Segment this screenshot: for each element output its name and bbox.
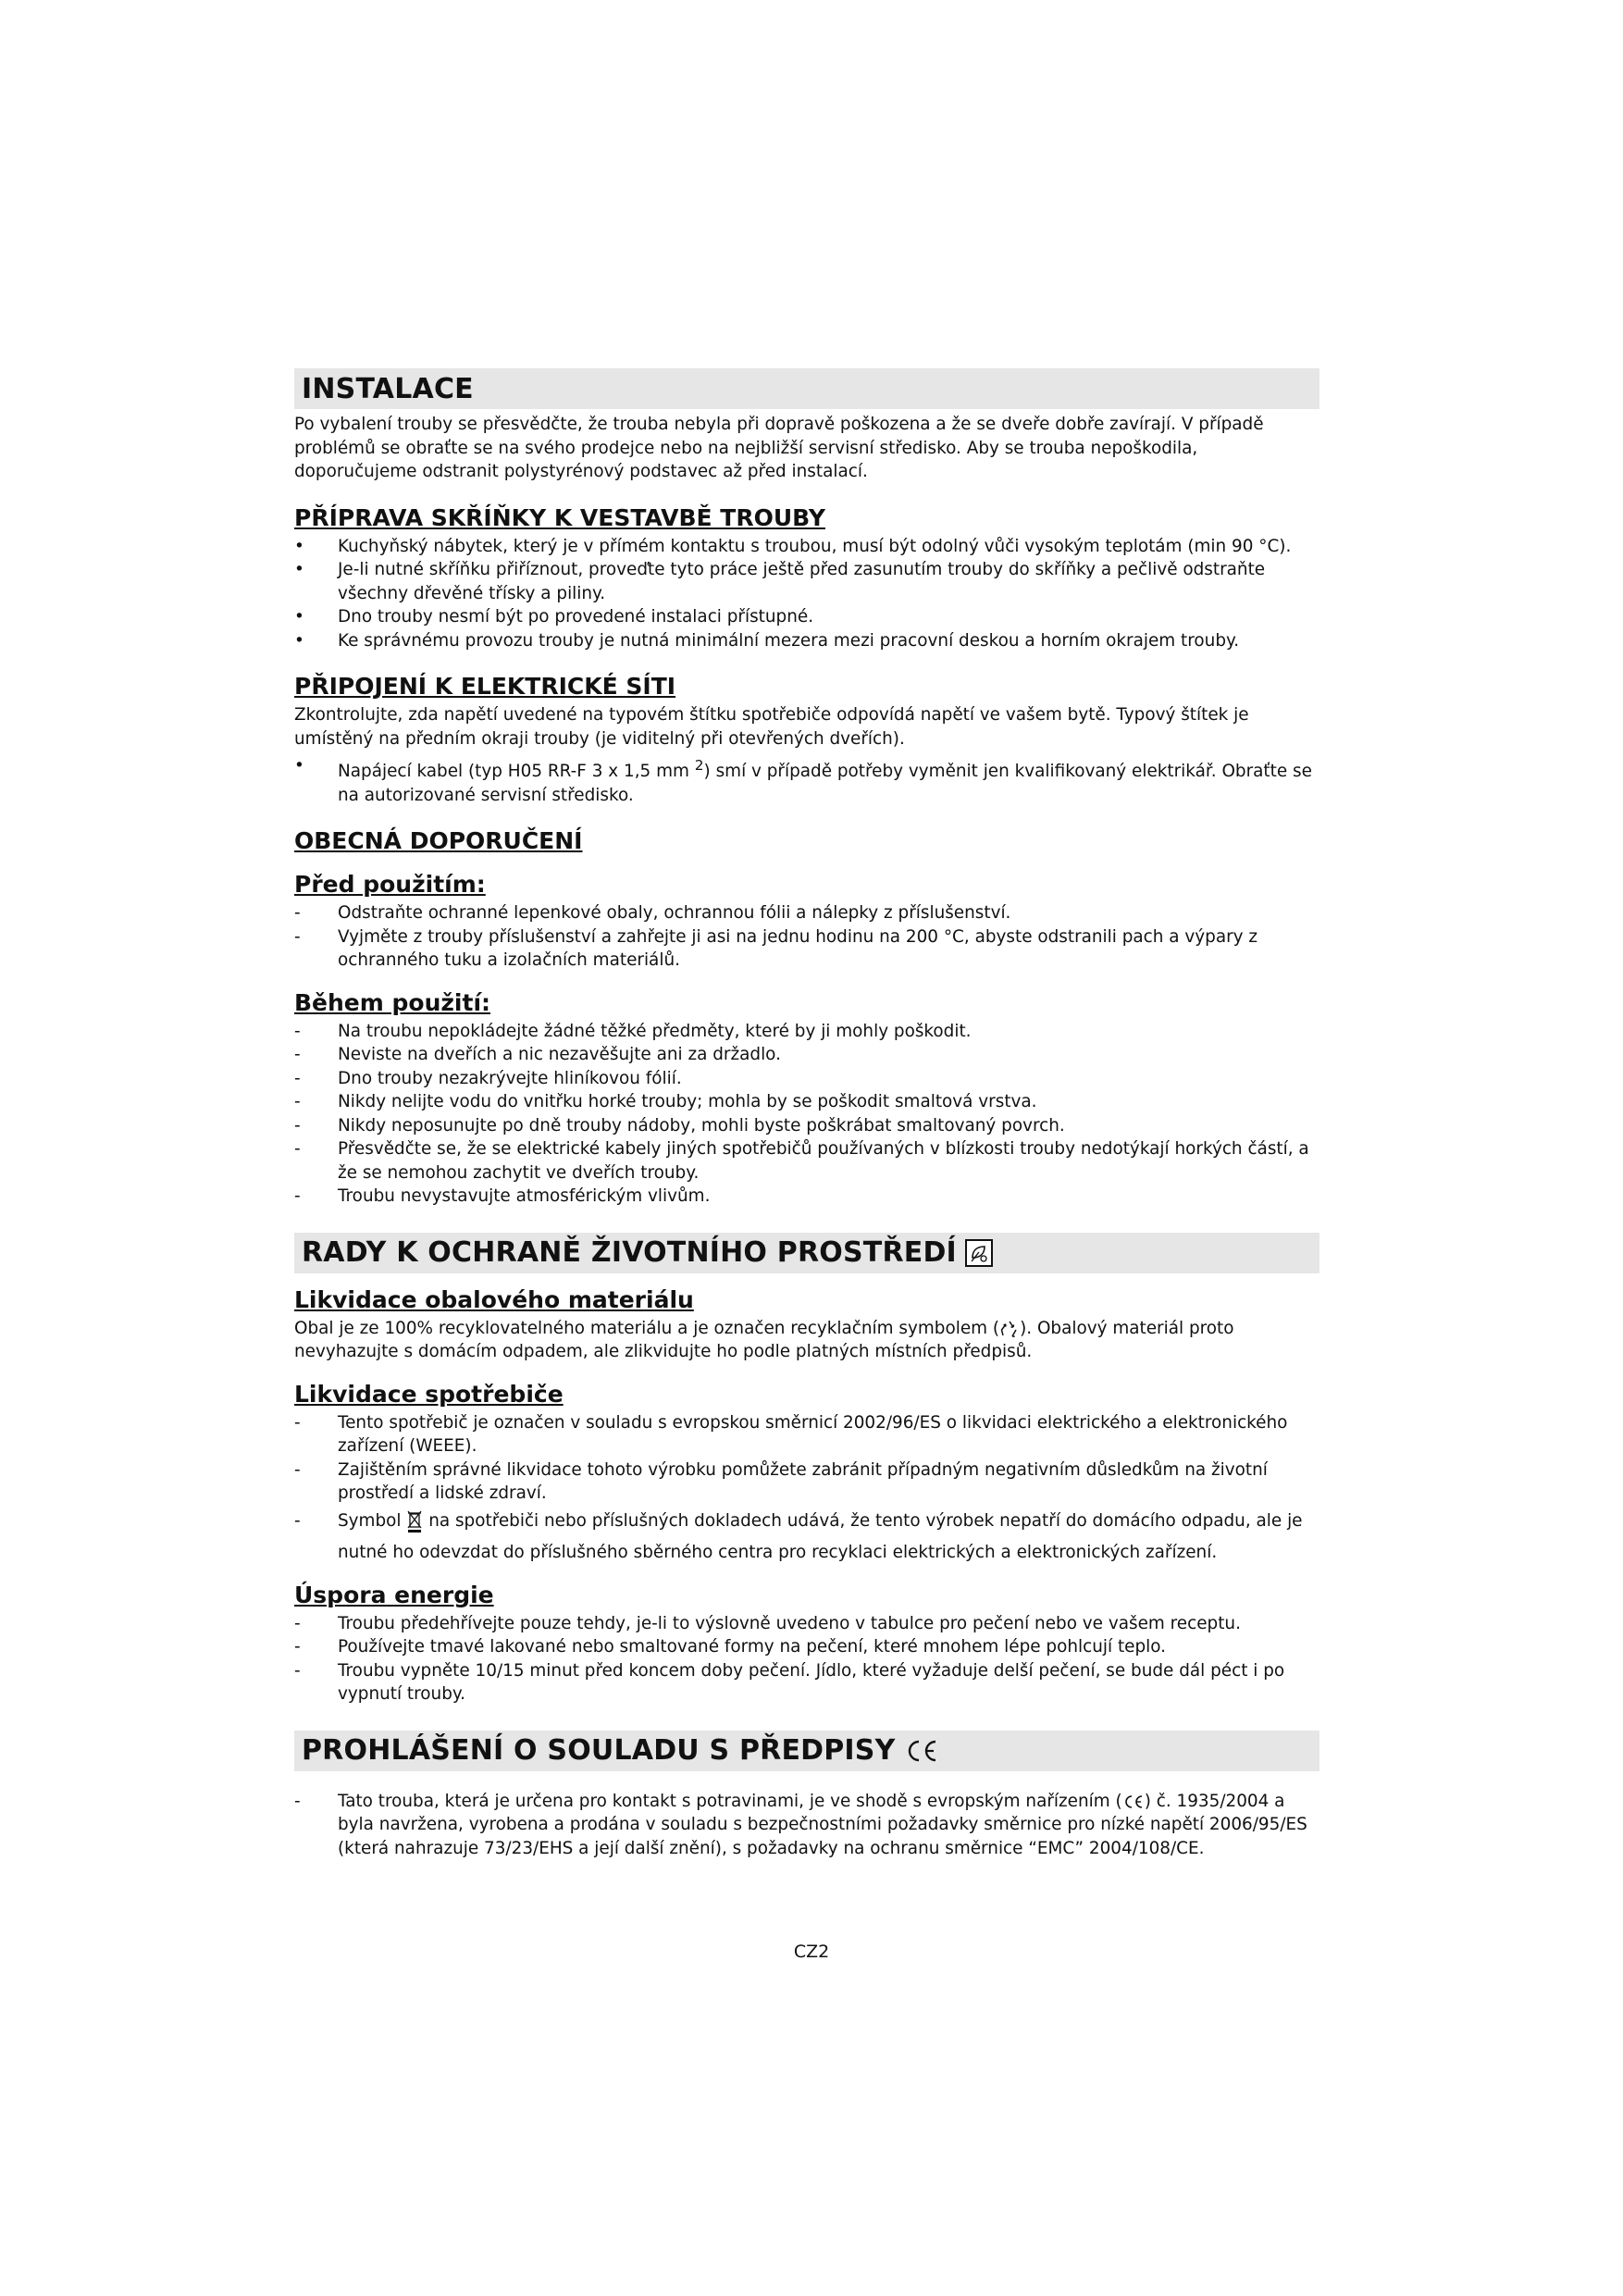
list-item: - Používejte tmavé lakované nebo smaltované formy na pečení, které mnohem lépe pohlcují teplo.: [294, 1635, 1319, 1659]
section-header-rady: [294, 1233, 1319, 1273]
bullet-mark: •: [294, 560, 304, 579]
list-item: - Na troubu nepokládejte žádné těžké předměty, které by ji mohly poškodit.: [294, 1020, 1319, 1044]
dash-mark: -: [294, 1459, 301, 1480]
dash-mark: -: [294, 1510, 301, 1531]
dash-mark: -: [294, 1613, 301, 1633]
list-item: - Odstraňte ochranné lepenkové obaly, ochrannou fólii a nálepky z příslušenství.: [294, 901, 1319, 925]
section-header-prohlaseni: [294, 1731, 1319, 1771]
dash-mark: -: [294, 1068, 301, 1088]
pripojeni-intro: Zkontrolujte, zda napětí uvedené na typovém štítku spotřebiče odpovídá napětí ve vašem bytě. Typový štítek je umístěný na předním okraji trouby (je viditelný při otevřených dveřích).: [294, 705, 1249, 749]
subheading-obal: Likvidace obalového materiálu: [294, 1285, 694, 1313]
behem-list: [294, 1020, 1319, 1209]
list-item: - Troubu nevystavujte atmosférickým vlivům.: [294, 1185, 1319, 1209]
list-item: • Je-li nutné skříňku přiříznout, proveďte tyto práce ještě před zasunutím trouby do skříňky a pečlivě odstraňte všechny dřevěné třísky a piliny.: [294, 560, 1266, 603]
list-item: - Zajištěním správné likvidace tohoto výrobku pomůžete zabránit případným negativním důsledkům na životní prostředí a lidské zdraví.: [294, 1459, 1268, 1504]
dash-mark: -: [294, 1186, 301, 1207]
dash-mark: -: [294, 1092, 301, 1112]
dash-mark: -: [294, 1791, 301, 1811]
dash-mark: -: [294, 1412, 301, 1433]
list-item: - Dno trouby nezakrývejte hliníkovou fólií.: [294, 1067, 1319, 1091]
dash-mark: -: [294, 926, 301, 947]
list-item: • Kuchyňský nábytek, který je v přímém kontaktu s troubou, musí být odolný vůči vysokým teplotám (min 90 °C).: [294, 535, 1319, 559]
list-item: - Přesvědčte se, že se elektrické kabely jiných spotřebičů používaných v blízkosti trouby nedotýkají horkých částí, a že se nemohou zachytit ve dveřích trouby.: [294, 1139, 1309, 1183]
dash-mark: -: [294, 1115, 301, 1136]
priprava-list: [294, 535, 1319, 653]
heading-obecna: OBECNÁ DOPORUČENÍ: [294, 827, 583, 855]
list-item: - Troubu předehřívejte pouze tehdy, je-li to výslovně uvedeno v tabulce pro pečení nebo ve vašem receptu.: [294, 1612, 1319, 1636]
subheading-behem: Během použití:: [294, 988, 491, 1016]
ce-mark-icon: [1122, 1792, 1145, 1811]
spotrebic-list: [294, 1411, 1319, 1569]
list-item: • Ke správnému provozu trouby je nutná minimální mezera mezi pracovní deskou a horním okrajem trouby.: [294, 629, 1319, 653]
bullet-mark: •: [294, 630, 304, 651]
section-title: INSTALACE: [302, 372, 474, 405]
dash-mark: -: [294, 903, 301, 924]
list-item: • Dno trouby nesmí být po provedené instalaci přístupné.: [294, 605, 1319, 629]
document-page: [294, 368, 1319, 1860]
subheading-uspora: Úspora energie: [294, 1581, 494, 1608]
subheading-pred: Před použitím:: [294, 871, 486, 899]
pripojeni-list: [294, 754, 1319, 807]
ce-mark-icon: [903, 1738, 940, 1764]
pred-list: [294, 901, 1319, 973]
section-title: PROHLÁŠENÍ O SOULADU S PŘEDPISY: [302, 1734, 896, 1768]
heading-priprava: PŘÍPRAVA SKŘÍŇKY K VESTAVBĚ TROUBY: [294, 503, 825, 531]
list-item: - Nikdy nelijte vodu do vnitřku horké trouby; mohla by se poškodit smaltová vrstva.: [294, 1090, 1319, 1114]
weee-bin-icon: [406, 1511, 423, 1531]
list-item: • Napájecí kabel (typ H05 RR-F 3 x 1,5 mm $^2$) smí v případě potřeby vyměnit jen kvalifikovaný elektrikář. Obraťte se na autorizované servisní středisko.: [294, 756, 1312, 805]
list-item: - Vyjměte z trouby příslušenství a zahřejte ji asi na jednu hodinu na 200 °C, abyste odstranili pach a výpary z ochranného tuku a izolačních materiálů.: [294, 926, 1258, 971]
bullet-mark: •: [294, 756, 304, 776]
installace-intro: Po vybalení trouby se přesvědčte, že trouba nebyla při dopravě poškozena a že se dveře dobře zavírají. V případě problémů se obraťte se na svého prodejce nebo na nejbližší servisní středisko. Aby se trouba nepoškodila, doporučujeme odstranit polystyrénový podstavec až před instalací.: [294, 415, 1264, 481]
dash-mark: -: [294, 1021, 301, 1041]
dash-mark: -: [294, 1139, 301, 1160]
recycle-icon: [999, 1319, 1020, 1338]
section-title: RADY K OCHRANĚ ŽIVOTNÍHO PROSTŘEDÍ: [302, 1236, 957, 1270]
dash-mark: -: [294, 1660, 301, 1681]
dash-mark: -: [294, 1637, 301, 1657]
list-item: - Tento spotřebič je označen v souladu s evropskou směrnicí 2002/96/ES o likvidaci elektrického a elektronického zařízení (WEEE).: [294, 1412, 1288, 1457]
page-number: CZ2: [793, 1942, 830, 1962]
list-item: - Troubu vypněte 10/15 minut před koncem doby pečení. Jídlo, které vyžaduje delší pečení, se bude dál péct i po vypnutí trouby.: [294, 1660, 1285, 1705]
list-item: - Neviste na dveřích a nic nezavěšujte ani za držadlo.: [294, 1043, 1319, 1067]
list-item: - Tato trouba, která je určena pro kontakt s potravinami, je ve shodě s evropským nařízením ( ) č. 1935/2004 a byla navržena, vyrobena a prodána v souladu s bezpečnostními požadavky směrnice pro nízké napětí 2006/95/ES (která nahrazuje 73/23/EHS a její další znění), s požadavky na ochranu směrnice “EMC” 2004/108/CE.: [294, 1791, 1307, 1858]
bullet-mark: •: [294, 536, 304, 556]
prohlaseni-list: [294, 1790, 1319, 1861]
obal-text: Obal je ze 100% recyklovatelného materiálu a je označen recyklačním symbolem ( ). Obalový materiál proto nevyhazujte s domácím odpadem, ale zlikvidujte ho podle platných místních předpisů.: [294, 1318, 1234, 1362]
eco-label-icon: [964, 1238, 994, 1268]
dash-mark: -: [294, 1045, 301, 1065]
list-item: - Nikdy neposunujte po dně trouby nádoby, mohli byste poškrábat smaltovaný povrch.: [294, 1114, 1319, 1138]
bullet-mark: •: [294, 607, 304, 627]
section-header-installace: [294, 368, 1319, 409]
list-item: - Symbol na spotřebiči nebo příslušných dokladech udává, že tento výrobek nepatří do domácího odpadu, ale je nutné ho odevzdat do příslušného sběrného centra pro recyklaci elektrických a elektronických zařízení.: [294, 1506, 1319, 1569]
heading-pripojeni: PŘIPOJENÍ K ELEKTRICKÉ SÍTI: [294, 673, 676, 700]
subheading-spotrebic: Likvidace spotřebiče: [294, 1380, 564, 1408]
uspora-list: [294, 1612, 1319, 1706]
